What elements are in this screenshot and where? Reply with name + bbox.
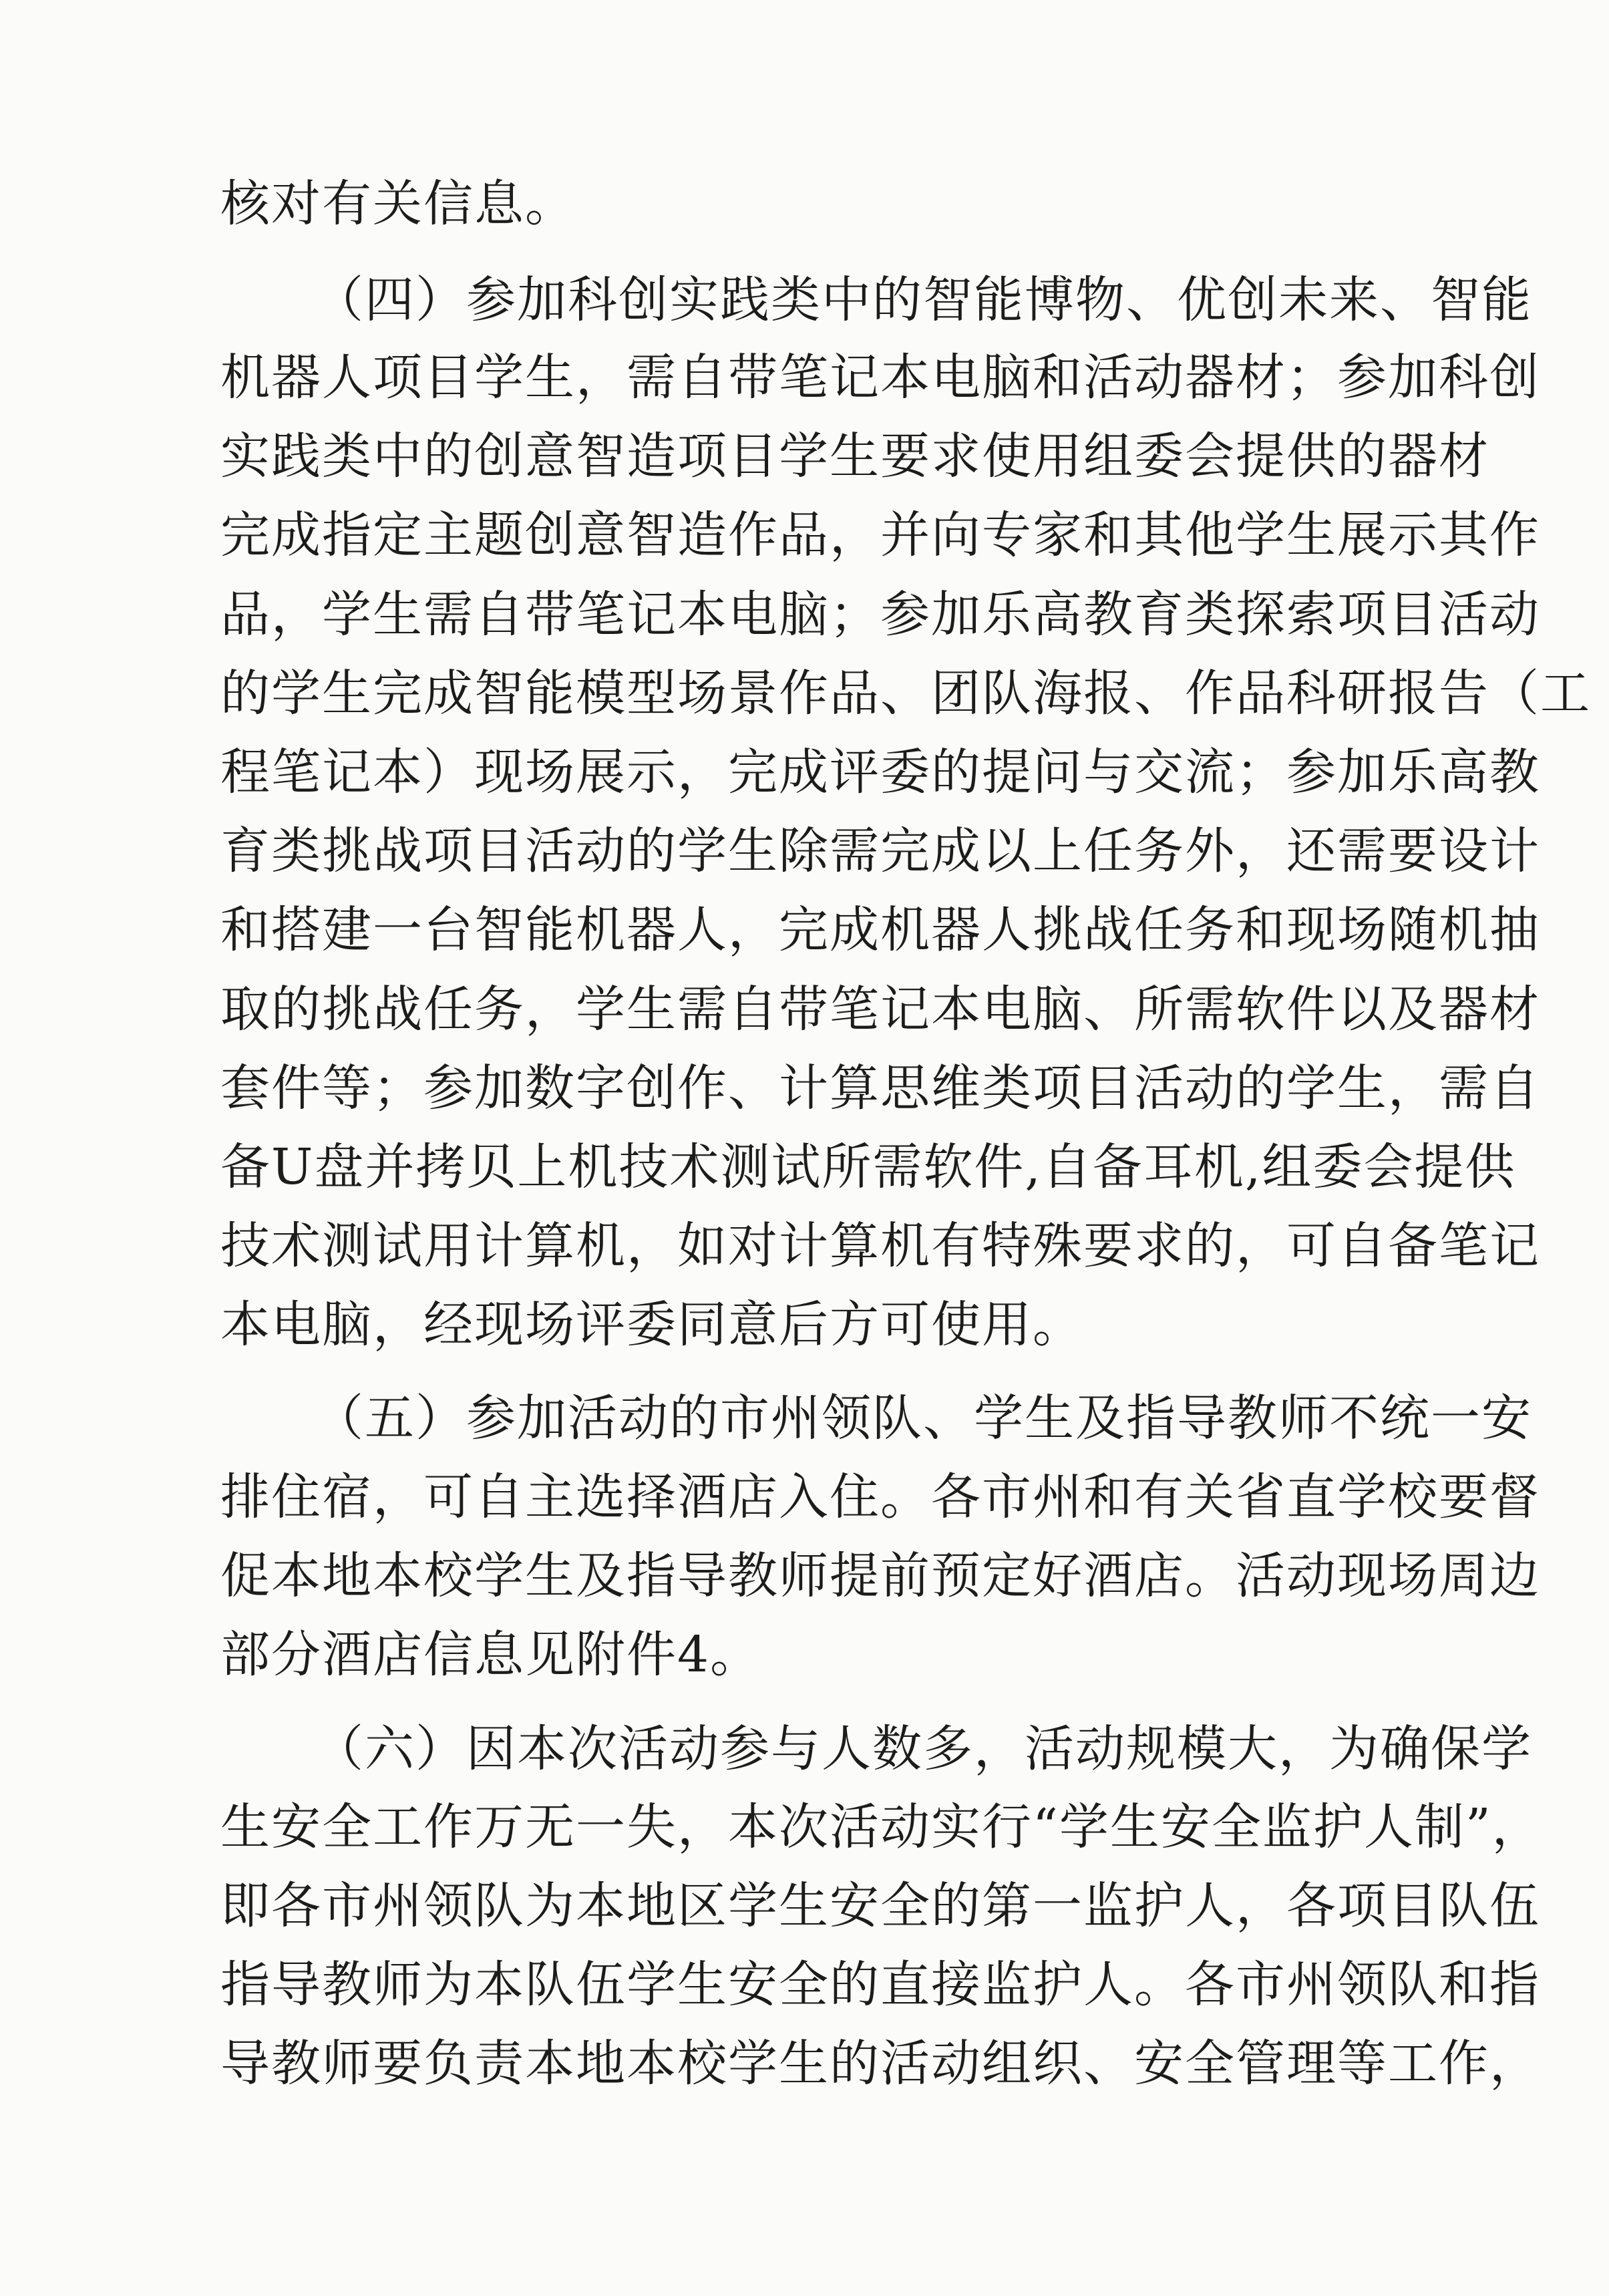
text-line: （六）因本次活动参与人数多，活动规模大，为确保学 [314, 1720, 1532, 1778]
text-line: 的学生完成智能模型场景作品、团队海报、作品科研报告（工 [220, 665, 1591, 722]
text-line: 生安全工作万无一失，本次活动实行“学生安全监护人制”， [220, 1798, 1543, 1856]
text-line: 备U盘并拷贝上机技术测试所需软件,自备耳机,组委会提供 [220, 1138, 1516, 1196]
text-line: 和搭建一台智能机器人，完成机器人挑战任务和现场随机抽 [220, 901, 1540, 959]
text-line: 核对有关信息。 [220, 175, 576, 232]
text-line: 促本地本校学生及指导教师提前预定好酒店。活动现场周边 [220, 1547, 1540, 1605]
text-line: 本电脑，经现场评委同意后方可使用。 [220, 1296, 1083, 1353]
text-line: 部分酒店信息见附件4。 [220, 1626, 761, 1683]
text-line: 即各市州领队为本地区学生安全的第一监护人，各项目队伍 [220, 1877, 1540, 1935]
text-line: （四）参加科创实践类中的智能博物、优创未来、智能 [314, 271, 1532, 329]
text-line: 取的挑战任务，学生需自带笔记本电脑、所需软件以及器材 [220, 981, 1540, 1038]
text-line: 品，学生需自带笔记本电脑；参加乐高教育类探索项目活动 [220, 586, 1540, 643]
text-line: 指导教师为本队伍学生安全的直接监护人。各市州领队和指 [220, 1956, 1540, 2013]
text-line: 机器人项目学生，需自带笔记本电脑和活动器材；参加科创 [220, 349, 1540, 406]
text-line: 排住宿，可自主选择酒店入住。各市州和有关省直学校要督 [220, 1468, 1540, 1526]
text-line: 育类挑战项目活动的学生除需完成以上任务外，还需要设计 [220, 822, 1540, 880]
text-line: 完成指定主题创意智造作品，并向专家和其他学生展示其作 [220, 506, 1540, 564]
text-line: 实践类中的创意智造项目学生要求使用组委会提供的器材 [220, 428, 1489, 485]
text-line: 导教师要负责本地本校学生的活动组织、安全管理等工作， [220, 2035, 1540, 2092]
text-line: （五）参加活动的市州领队、学生及指导教师不统一安 [314, 1389, 1532, 1447]
text-line: 套件等；参加数字创作、计算思维类项目活动的学生，需自 [220, 1059, 1540, 1117]
text-line: 技术测试用计算机，如对计算机有特殊要求的，可自备笔记 [220, 1217, 1540, 1275]
text-line: 程笔记本）现场展示，完成评委的提问与交流；参加乐高教 [220, 744, 1540, 801]
